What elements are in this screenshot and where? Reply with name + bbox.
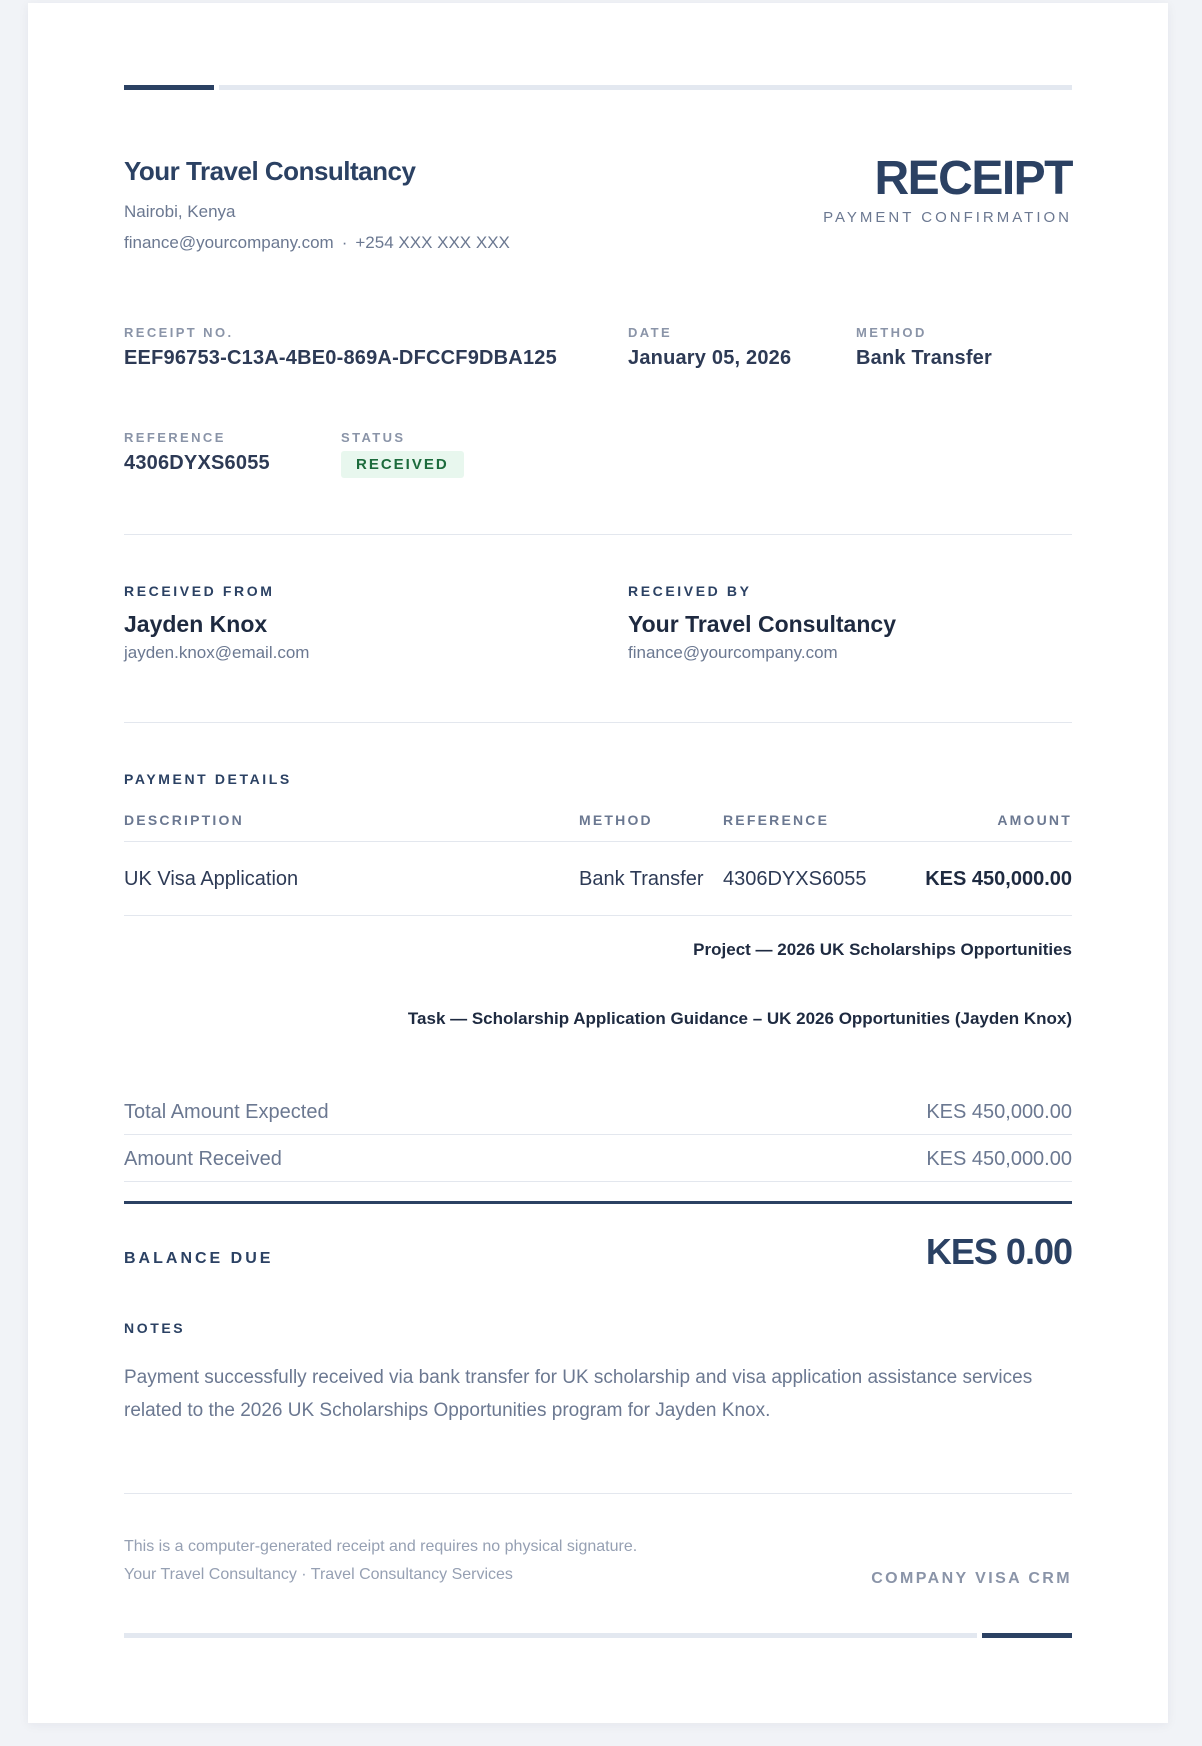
table-row-divider	[124, 915, 1072, 916]
payment-details-label: PAYMENT DETAILS	[124, 771, 292, 787]
footer-company-line: Your Travel Consultancy · Travel Consultancy Services	[124, 1566, 513, 1583]
balance-due-label: BALANCE DUE	[124, 1250, 274, 1267]
top-accent-dark	[124, 85, 214, 90]
company-name: Your Travel Consultancy	[124, 156, 416, 186]
bottom-accent-bar	[124, 1633, 1072, 1638]
receipt-no-value: EEF96753-C13A-4BE0-869A-DFCCF9DBA125	[124, 347, 557, 369]
company-email: finance@yourcompany.com	[124, 233, 334, 252]
summary-divider	[124, 1134, 1072, 1135]
amount-received-label: Amount Received	[124, 1148, 282, 1170]
summary-divider	[124, 1181, 1072, 1182]
notes-text: Payment successfully received via bank transfer for UK scholarship and visa application assistance services related to the 2026 UK Scholarships Opportunities program for Jayden Knox.	[124, 1367, 1033, 1421]
receipt-title: RECEIPT	[874, 152, 1072, 205]
total-expected-value: KES 450,000.00	[926, 1101, 1072, 1123]
received-from-label: RECEIVED FROM	[124, 583, 275, 599]
status-badge: RECEIVED	[341, 451, 464, 478]
receipt-subtitle: PAYMENT CONFIRMATION	[823, 209, 1072, 226]
total-expected-label: Total Amount Expected	[124, 1101, 329, 1123]
status-label: STATUS	[341, 430, 406, 445]
table-header-divider	[124, 841, 1072, 842]
payer-name: Jayden Knox	[124, 611, 268, 637]
date-label: DATE	[628, 325, 673, 340]
divider	[124, 722, 1072, 723]
top-accent-bar	[124, 85, 1072, 90]
row-method: Bank Transfer	[579, 868, 704, 890]
row-reference: 4306DYXS6055	[723, 868, 867, 890]
method-value: Bank Transfer	[856, 347, 992, 369]
payee-name: Your Travel Consultancy	[628, 611, 896, 637]
task-line: Task — Scholarship Application Guidance – UK 2026 Opportunities (Jayden Knox)	[407, 1009, 1072, 1028]
payee-email: finance@yourcompany.com	[628, 643, 838, 662]
company-city: Nairobi, Kenya	[124, 202, 236, 221]
column-header-description: DESCRIPTION	[124, 812, 244, 828]
receipt-sheet	[28, 3, 1168, 1723]
divider	[124, 534, 1072, 535]
received-by-label: RECEIVED BY	[628, 583, 752, 599]
row-description: UK Visa Application	[124, 868, 299, 890]
balance-due-value: KES 0.00	[925, 1231, 1072, 1272]
column-header-method: METHOD	[579, 812, 653, 828]
method-label: METHOD	[856, 325, 927, 340]
balance-divider	[124, 1201, 1072, 1204]
company-phone: +254 XXX XXX XXX	[355, 233, 510, 252]
date-value: January 05, 2026	[628, 347, 792, 369]
receipt-content	[124, 3, 1072, 1723]
payer-email: jayden.knox@email.com	[124, 643, 310, 662]
notes-label: NOTES	[124, 1320, 186, 1336]
top-accent-light	[219, 85, 1072, 90]
footer-divider	[124, 1493, 1072, 1494]
receipt-no-label: RECEIPT NO.	[124, 325, 234, 340]
reference-label: REFERENCE	[124, 430, 226, 445]
reference-value: 4306DYXS6055	[124, 452, 270, 474]
bottom-accent-light	[124, 1633, 977, 1638]
bottom-accent-dark	[982, 1633, 1072, 1638]
project-line: Project — 2026 UK Scholarships Opportunities	[693, 940, 1072, 959]
footer-disclaimer: This is a computer-generated receipt and requires no physical signature.	[124, 1538, 638, 1555]
contact-separator: ·	[341, 233, 348, 252]
row-amount: KES 450,000.00	[925, 868, 1072, 890]
amount-received-value: KES 450,000.00	[926, 1148, 1072, 1170]
column-header-amount: AMOUNT	[997, 812, 1072, 828]
column-header-reference: REFERENCE	[723, 812, 830, 828]
company-contact	[124, 233, 510, 253]
footer-brand: COMPANY VISA CRM	[871, 1570, 1072, 1587]
